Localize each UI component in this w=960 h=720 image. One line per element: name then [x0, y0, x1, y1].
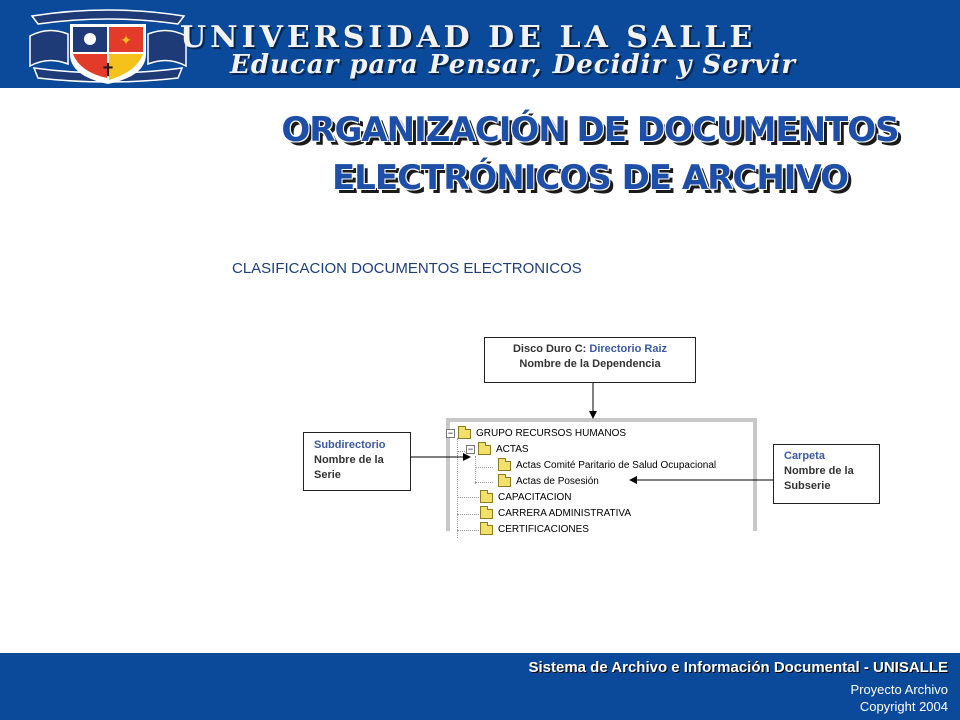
callout-sub-line2: Nombre de la	[314, 454, 384, 466]
collapse-icon[interactable]: −	[447, 428, 454, 438]
footer-title: Sistema de Archivo e Información Documental - UNISALLE	[528, 659, 948, 676]
callout-sub-line3: Serie	[314, 469, 341, 481]
university-motto: Educar para Pensar, Decidir y Servir	[230, 50, 797, 80]
tree-item-label: CAPACITACION	[498, 492, 572, 503]
tree-item-label: CERTIFICACIONES	[498, 524, 589, 535]
page-title-line2: ELECTRÓNICOS DE ARCHIVO	[331, 158, 849, 198]
tree-item-label: ACTAS	[496, 444, 529, 455]
callout-carpeta-line2: Nombre de la	[784, 465, 854, 477]
callout-root-highlight: Directorio Raiz	[589, 343, 668, 355]
callout-root-line2: Nombre de la Dependencia	[519, 358, 661, 370]
tree-item-label: Actas de Posesión	[516, 476, 599, 487]
svg-text:✦: ✦	[120, 33, 132, 49]
tree-item-label: Actas Comité Paritario de Salud Ocupacional	[516, 460, 717, 471]
svg-text:✝: ✝	[100, 60, 116, 81]
callout-carpeta-line3: Subserie	[784, 480, 831, 492]
page-title-line1: ORGANIZACIÓN DE DOCUMENTOS	[281, 110, 899, 150]
callout-sub-line1: Subdirectorio	[314, 439, 386, 451]
footer-project: Proyecto Archivo	[850, 682, 948, 697]
section-subtitle: CLASIFICACION DOCUMENTOS ELECTRONICOS	[232, 260, 582, 277]
footer-copyright: Copyright 2004	[859, 699, 948, 714]
collapse-icon[interactable]: −	[467, 444, 474, 454]
university-name: UNIVERSIDAD DE LA SALLE	[180, 20, 757, 55]
tree-item-label: CARRERA ADMINISTRATIVA	[498, 508, 631, 519]
tree-item-label: GRUPO RECURSOS HUMANOS	[476, 428, 627, 439]
callout-carpeta-line1: Carpeta	[784, 450, 825, 462]
callout-root-prefix: Disco Duro C:	[512, 343, 590, 355]
